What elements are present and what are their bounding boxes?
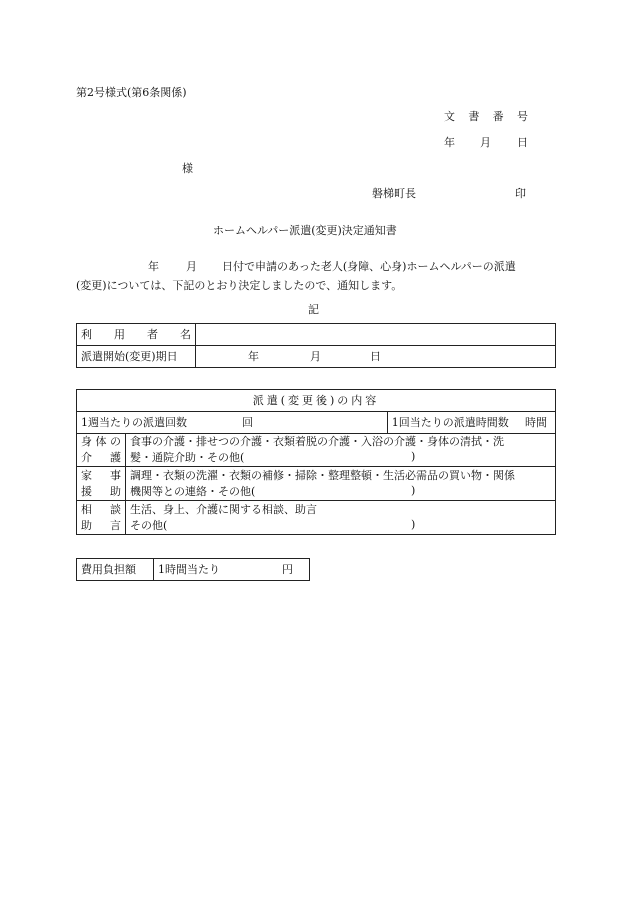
housework-close-paren: ): [411, 484, 416, 497]
ki-heading: 記: [308, 303, 319, 316]
physical-care-line-1: 食事の介護・排せつの介護・衣類着脱の介護・入浴の介護・身体の清拭・洗: [130, 435, 504, 448]
physical-care-content-cell: [126, 434, 556, 467]
issuer-seal-label: 印: [515, 187, 526, 200]
dispatch-content-header: 派遣(変更後)の内容: [77, 390, 556, 412]
per-visit-hours-cell: [387, 412, 555, 434]
issuer-name: 磐梯町長: [372, 187, 416, 200]
housework-label-top: 家 事: [81, 468, 121, 482]
issue-year-label: 年: [444, 136, 455, 149]
start-date-label: 派遣開始(変更)期日: [81, 349, 178, 363]
housework-line-1: 調理・衣類の洗濯・衣類の補修・掃除・整理整頓・生活必需品の買い物・関係: [130, 468, 515, 482]
issue-month-label: 月: [480, 136, 491, 149]
recipient-suffix: 様: [182, 162, 193, 175]
per-visit-hours-unit: 時間: [525, 416, 547, 429]
user-name-value-cell: [196, 324, 556, 346]
consultation-content-cell: [126, 501, 556, 535]
physical-care-label-cell: [77, 434, 126, 467]
body-line-2: (変更)については、下記のとおり決定しましたので、通知します。: [76, 279, 403, 292]
per-visit-hours-label: 1回当たりの派遣時間数: [391, 415, 509, 429]
housework-label-cell: [77, 467, 126, 501]
body-month-label: 月: [186, 260, 197, 273]
cost-label-cell: [77, 559, 154, 581]
cost-value-cell: [154, 559, 310, 581]
user-name-label: 利 用 者 名: [81, 327, 191, 341]
issue-day-label: 日: [517, 136, 528, 149]
physical-care-label-bottom: 介 護: [81, 451, 121, 464]
body-year-label: 年: [148, 260, 159, 273]
consultation-close-paren: ): [411, 518, 416, 531]
start-day-label: 日: [370, 350, 381, 363]
start-month-label: 月: [310, 350, 321, 363]
per-hour-label: 1時間当たり: [158, 562, 220, 576]
housework-content-cell: [126, 467, 556, 501]
user-name-label-cell: [77, 324, 196, 346]
document-title: ホームヘルパー派遣(変更)決定通知書: [213, 224, 397, 237]
consultation-label-top: 相 談: [81, 502, 121, 516]
user-info-table: [76, 323, 556, 368]
physical-care-label-top: 身 体 の: [81, 435, 121, 448]
physical-care-close-paren: ): [411, 450, 416, 463]
consultation-label-cell: [77, 501, 126, 535]
housework-line-2: 機関等との連絡・その他(: [130, 484, 256, 498]
dispatch-content-table: [76, 389, 556, 535]
document-number-label: 文 書 番 号: [444, 110, 528, 123]
consultation-label-bottom: 助 言: [81, 518, 121, 532]
physical-care-line-2: 髪・通院介助・その他(: [130, 451, 245, 464]
weekly-count-label: 1週当たりの派遣回数: [81, 415, 187, 429]
start-date-label-cell: [77, 346, 196, 368]
cost-table: [76, 558, 310, 581]
consultation-line-1: 生活、身上、介護に関する相談、助言: [130, 502, 317, 516]
start-date-value-cell: [196, 346, 556, 368]
consultation-line-2: その他(: [130, 518, 168, 532]
start-year-label: 年: [248, 350, 259, 363]
form-code: 第2号様式(第6条関係): [76, 86, 187, 99]
cost-label: 費用負担額: [81, 562, 136, 576]
weekly-count-unit: 回: [242, 416, 253, 429]
body-line-1: 日付で申請のあった老人(身障、心身)ホームヘルパーの派遣: [222, 260, 516, 273]
weekly-count-cell: [77, 412, 388, 434]
cost-unit: 円: [282, 563, 293, 576]
housework-label-bottom: 援 助: [81, 484, 121, 498]
